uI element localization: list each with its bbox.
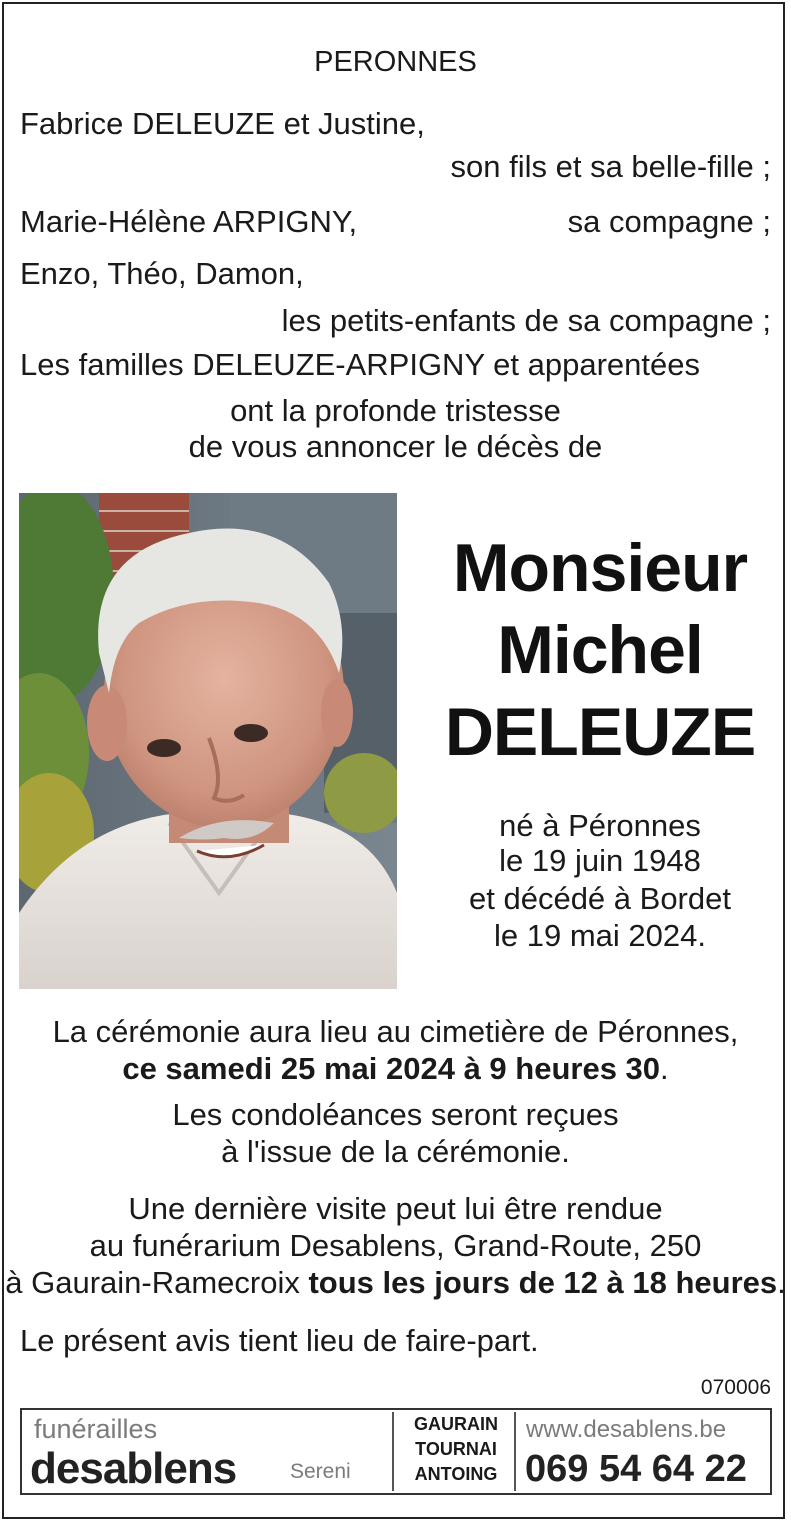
reference-number: 070006 — [700, 1376, 771, 1399]
divider — [514, 1412, 516, 1491]
family-line-2: Marie-Hélène ARPIGNY, — [20, 204, 358, 239]
visit-hours-bold: tous les jours de 12 à 18 heures — [308, 1265, 778, 1300]
notice-statement: Le présent avis tient lieu de faire-part. — [20, 1323, 539, 1358]
brand-top: funérailles — [34, 1414, 158, 1444]
towns-list — [400, 1412, 512, 1487]
death-date: le 19 mai 2024. — [494, 918, 706, 953]
family-line-1: Fabrice DELEUZE et Justine, — [20, 106, 425, 141]
visit-line-3-start: à Gaurain-Ramecroix — [5, 1265, 309, 1300]
deceased-title: Monsieur — [452, 530, 748, 606]
announce-line-2: de vous annoncer le décès de — [188, 429, 603, 464]
family-line-3: Enzo, Théo, Damon, — [20, 256, 304, 291]
website-link[interactable]: www.desablens.be — [526, 1416, 727, 1443]
town-tournai: TOURNAI — [415, 1439, 497, 1459]
announce-line-1: ont la profonde tristesse — [230, 393, 561, 428]
town-antoing: ANTOING — [414, 1464, 498, 1484]
birth-place: né à Péronnes — [499, 808, 701, 843]
funeral-home-banner — [20, 1408, 772, 1495]
family-role-3: les petits-enfants de sa compagne ; — [281, 303, 771, 338]
death-place: et décédé à Bordet — [469, 881, 731, 916]
visit-line-1: Une dernière visite peut lui être rendue — [128, 1191, 663, 1226]
visit-line-3-end: . — [777, 1265, 786, 1300]
visit-line-3 — [0, 1265, 791, 1301]
visit-line-2: au funérarium Desablens, Grand-Route, 250 — [89, 1228, 702, 1263]
ceremony-date — [0, 1051, 791, 1087]
deceased-last-name: DELEUZE — [444, 694, 756, 770]
ceremony-date-end: . — [660, 1051, 669, 1086]
ceremony-date-bold: ce samedi 25 mai 2024 à 9 heures 30 — [122, 1051, 661, 1086]
brand-sub: Sereni — [290, 1460, 351, 1483]
family-line-4: Les familles DELEUZE-ARPIGNY et apparentées — [20, 347, 701, 382]
family-role-2: sa compagne ; — [567, 204, 771, 239]
portrait-photo — [19, 493, 397, 989]
town-header: PERONNES — [314, 46, 477, 78]
deceased-first-name: Michel — [497, 612, 703, 688]
phone-number[interactable]: 069 54 64 22 — [525, 1448, 747, 1490]
divider — [392, 1412, 394, 1491]
brand-logo: desablens — [30, 1444, 237, 1493]
town-gaurain: GAURAIN — [414, 1414, 498, 1434]
condolences-line-2: à l'issue de la cérémonie. — [221, 1134, 570, 1169]
ceremony-line: La cérémonie aura lieu au cimetière de Péronnes, — [52, 1014, 739, 1049]
family-role-1: son fils et sa belle-fille ; — [450, 149, 771, 184]
condolences-line-1: Les condoléances seront reçues — [172, 1097, 619, 1132]
birth-date: le 19 juin 1948 — [499, 843, 701, 878]
